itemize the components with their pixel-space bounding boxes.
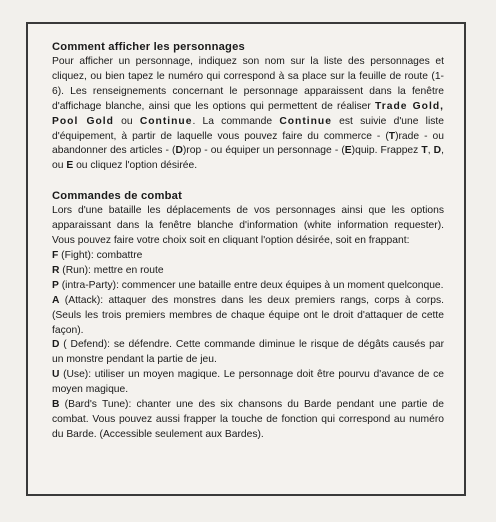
text-run: , ou bbox=[52, 145, 444, 172]
text-run: Pour afficher un personnage, indiquez son nom sur la liste des personnages et cliquez, ou bien tapez le numéro qui correspond à sa place sur la feuille de route (1-6). Les renseignements concernant le personnage apparaissent dans la fenêtre d'affichage blanche, ainsi que les options qui permettent de réaliser bbox=[52, 56, 444, 112]
section-gap bbox=[52, 174, 444, 189]
key-e: E bbox=[344, 145, 352, 157]
option-trade-gold: Trade Gold, bbox=[375, 100, 444, 112]
section-heading-combat-commands: Commandes de combat bbox=[52, 190, 182, 203]
option-pool-gold: Pool Gold bbox=[52, 115, 114, 127]
text-run: )rade - ou abandonner des articles - ( bbox=[52, 130, 444, 157]
text-run: . La commande bbox=[192, 115, 280, 127]
command-item-bards-tune bbox=[52, 398, 444, 443]
paragraph-combat-intro: Lors d'une bataille les déplacements de vos personnages ainsi que les options apparaissant dans la fenêtre blanche d'information (white information requester). Vous pouvez faire votre choix soit en cliquant l'option désirée, soit en frappant: bbox=[52, 205, 444, 247]
key-e-ref: E bbox=[66, 160, 74, 172]
command-item-use bbox=[52, 368, 444, 398]
text-run: ou cliquez l'option désirée. bbox=[73, 160, 198, 172]
option-continue-ref: Continue bbox=[279, 115, 332, 127]
command-desc: (Attack): attaquer des monstres dans les deux premiers rangs, corps à corps. (Seuls les trois premiers membres de chaque équipe ont le droit d'attaquer de cette façon). bbox=[52, 294, 444, 336]
section-heading-display-characters: Comment afficher les personnages bbox=[52, 41, 245, 53]
command-key: A bbox=[52, 294, 60, 306]
command-desc: (Bard's Tune): chanter une des six chansons du Barde pendant une partie de combat. Vous pouvez aussi frapper la touche de fonction qui correspond au numéro du Barde. (Accessible seulement aux Bardes). bbox=[52, 399, 444, 440]
command-desc: (intra-Party): commencer une bataille entre deux équipes à un moment quelconque. bbox=[58, 279, 444, 291]
key-t: T bbox=[388, 130, 396, 142]
text-run: ou bbox=[113, 115, 140, 127]
text-run: )rop - ou équiper un personnage - ( bbox=[182, 145, 345, 157]
key-d-ref: D bbox=[433, 145, 442, 157]
key-d: D bbox=[175, 145, 183, 157]
command-item-run bbox=[52, 264, 444, 279]
paragraph-display-characters bbox=[52, 55, 444, 174]
command-item-attack bbox=[52, 294, 444, 339]
command-item-fight bbox=[52, 249, 444, 264]
command-key: D bbox=[52, 339, 60, 351]
text-run: )quip. Frappez bbox=[351, 145, 422, 157]
key-t-ref: T bbox=[421, 145, 428, 157]
command-desc: (Use): utiliser un moyen magique. Le personnage doit être pourvu d'avance de ce moyen magique. bbox=[52, 369, 444, 396]
command-desc: ( Defend): se défendre. Cette commande diminue le risque de dégâts causés par un monstre pendant la partie de jeu. bbox=[52, 339, 444, 366]
command-key: U bbox=[52, 369, 60, 381]
command-key: F bbox=[52, 249, 59, 261]
document-body bbox=[52, 40, 444, 443]
text-run: , bbox=[427, 145, 434, 157]
command-desc: (Fight): combattre bbox=[58, 249, 143, 261]
command-key: R bbox=[52, 264, 60, 276]
command-key: B bbox=[52, 399, 60, 411]
command-item-intra-party bbox=[52, 279, 444, 294]
command-key: P bbox=[52, 279, 59, 291]
text-run: est suivie d'une liste d'équipement, à partir de laquelle vous pouvez faire du commerce - ( bbox=[52, 115, 444, 142]
command-desc: (Run): mettre en route bbox=[59, 264, 164, 276]
option-continue: Continue bbox=[139, 115, 193, 127]
command-item-defend bbox=[52, 338, 444, 368]
